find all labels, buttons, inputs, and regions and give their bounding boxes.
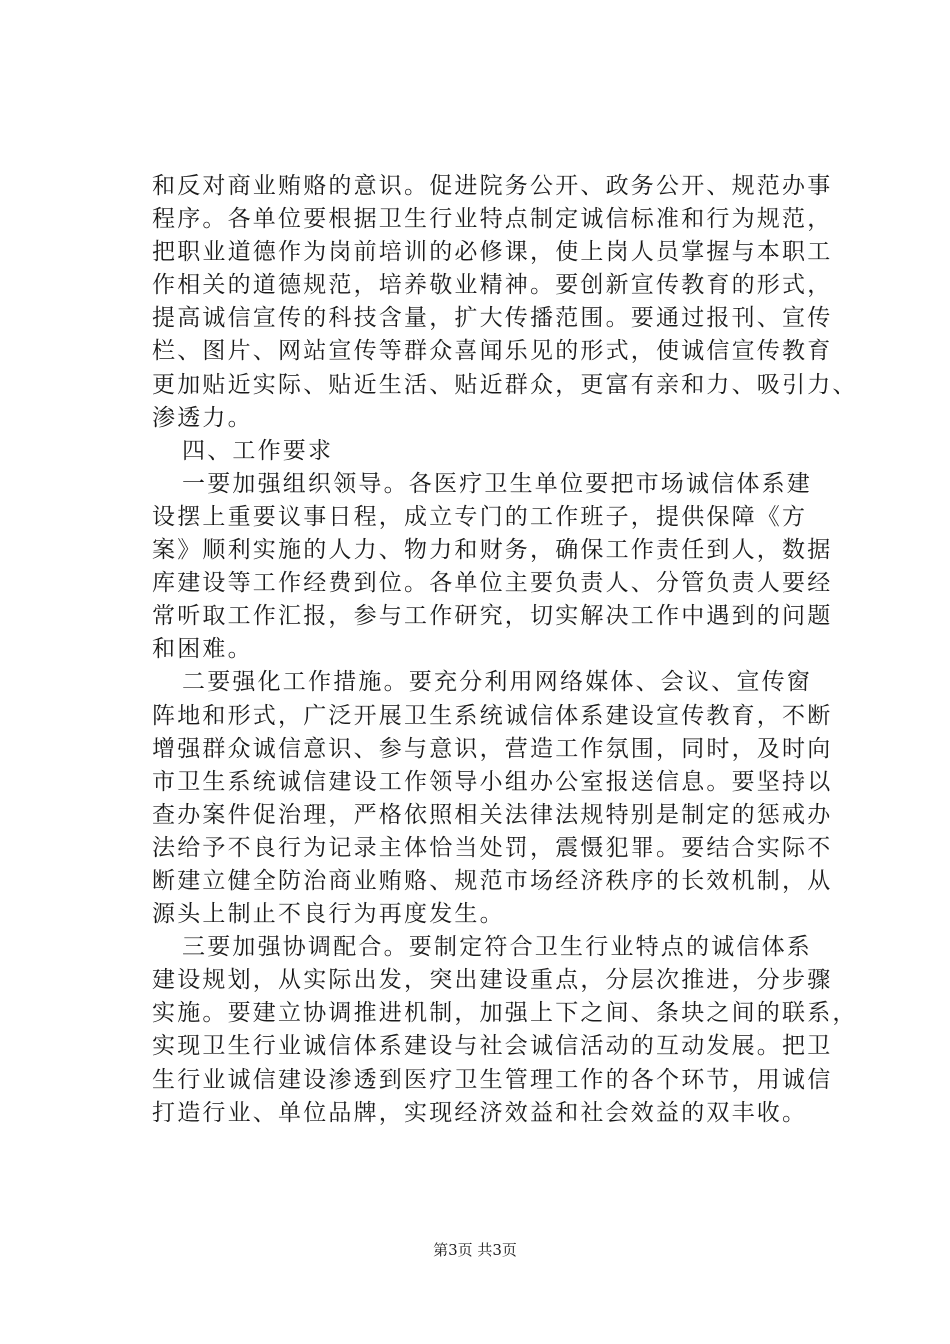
body-line: 生行业诚信建设渗透到医疗卫生管理工作的各个环节，用诚信 [152,1066,833,1093]
section-heading: 四、工作要求 [182,437,334,464]
paragraph-first-line: 一要加强组织领导。各医疗卫生单位要把市场诚信体系建 [182,470,812,497]
document-body [152,170,858,1130]
paragraph-first-line: 三要加强协调配合。要制定符合卫生行业特点的诚信体系 [182,934,812,961]
body-line: 源头上制止不良行为再度发生。 [152,901,505,928]
body-line: 更加贴近实际、贴近生活、贴近群众，更富有亲和力、吸引力、 [152,371,858,398]
body-line: 断建立健全防治商业贿赂、规范市场经济秩序的长效机制，从 [152,867,833,894]
body-line: 程序。各单位要根据卫生行业特点制定诚信标准和行为规范， [152,206,833,233]
body-line: 把职业道德作为岗前培训的必修课，使上岗人员掌握与本职工 [152,239,833,266]
body-line: 和反对商业贿赂的意识。促进院务公开、政务公开、规范办事 [152,173,833,199]
body-line: 设摆上重要议事日程，成立专门的工作班子，提供保障《方 [152,503,808,530]
body-line: 打造行业、单位品牌，实现经济效益和社会效益的双丰收。 [152,1099,808,1126]
body-line: 案》顺利实施的人力、物力和财务，确保工作责任到人，数据 [152,537,833,564]
body-line: 实施。要建立协调推进机制，加强上下之间、条块之间的联系， [152,1000,858,1027]
body-line: 建设规划，从实际出发，突出建设重点，分层次推进，分步骤 [152,967,833,994]
body-line: 查办案件促治理，严格依照相关法律法规特别是制定的惩戒办 [152,801,833,828]
body-line: 法给予不良行为记录主体恰当处罚，震慑犯罪。要结合实际不 [152,834,833,861]
body-line: 阵地和形式，广泛开展卫生系统诚信体系建设宣传教育，不断 [152,702,833,729]
paragraph-first-line: 二要强化工作措施。要充分利用网络媒体、会议、宣传窗 [182,669,812,696]
body-line: 增强群众诚信意识、参与意识，营造工作氛围，同时，及时向 [152,735,833,762]
body-line: 渗透力。 [152,404,253,431]
body-line: 和困难。 [152,636,253,663]
body-line: 库建设等工作经费到位。各单位主要负责人、分管负责人要经 [152,570,833,597]
body-line: 实现卫生行业诚信体系建设与社会诚信活动的互动发展。把卫 [152,1033,833,1060]
body-line: 市卫生系统诚信建设工作领导小组办公室报送信息。要坚持以 [152,768,833,795]
body-line: 提高诚信宣传的科技含量，扩大传播范围。要通过报刊、宣传 [152,305,833,332]
page-number-footer: 第3页 共3页 [433,1241,517,1259]
body-line: 作相关的道德规范，培养敬业精神。要创新宣传教育的形式， [152,272,833,299]
body-line: 常听取工作汇报，参与工作研究，切实解决工作中遇到的问题 [152,603,833,630]
body-line: 栏、图片、网站宣传等群众喜闻乐见的形式，使诚信宣传教育 [152,338,833,365]
